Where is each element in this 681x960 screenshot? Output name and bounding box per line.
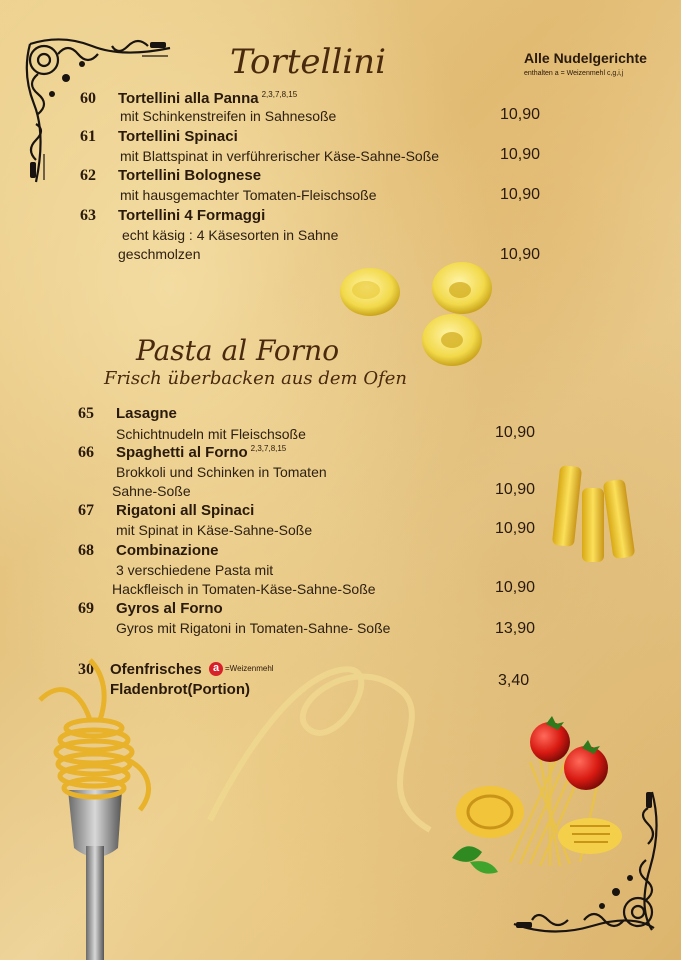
item-66-number: 66 — [78, 444, 94, 461]
item-68-desc-line1: 3 verschiedene Pasta mit — [116, 562, 274, 578]
item-66-desc-line2: Sahne-Soße — [112, 483, 191, 499]
item-60-name — [118, 90, 297, 107]
item-65-desc: Schichtnudeln mit Fleischsoße — [116, 426, 306, 442]
item-66-allergens: 2,3,7,8,15 — [250, 444, 287, 453]
item-61-number: 61 — [80, 128, 96, 145]
item-66-desc-line1: Brokkoli und Schinken in Tomaten — [116, 464, 327, 480]
item-65-number: 65 — [78, 405, 94, 422]
item-66-name — [116, 444, 286, 461]
item-62-price: 10,90 — [500, 186, 541, 203]
item-68-name: Combinazione — [116, 542, 219, 559]
item-30-number: 30 — [78, 661, 94, 678]
item-63-name: Tortellini 4 Formaggi — [118, 207, 266, 224]
item-60-allergens: 2,3,7,8,15 — [261, 90, 298, 99]
item-63-number: 63 — [80, 207, 96, 224]
item-69-number: 69 — [78, 600, 94, 617]
item-61-name: Tortellini Spinaci — [118, 128, 238, 145]
item-66-name-text: Spaghetti al Forno — [116, 444, 248, 461]
item-65-name: Lasagne — [116, 405, 177, 422]
item-61-price: 10,90 — [500, 146, 541, 163]
allergen-badge-label: =Weizenmehl — [225, 664, 274, 673]
item-61-desc: mit Blattspinat in verführerischer Käse-Sahne-Soße — [120, 148, 440, 164]
item-66-price: 10,90 — [495, 481, 536, 498]
item-63-price: 10,90 — [500, 246, 541, 263]
item-62-desc: mit hausgemachter Tomaten-Fleischsoße — [120, 187, 377, 203]
item-67-number: 67 — [78, 502, 94, 519]
notice-title: Alle Nudelgerichte — [524, 50, 647, 66]
item-68-desc-line2: Hackfleisch in Tomaten-Käse-Sahne-Soße — [112, 581, 376, 597]
item-30-name-line2: Fladenbrot(Portion) — [110, 681, 250, 698]
item-63-desc-line1: echt käsig : 4 Käsesorten in Sahne — [122, 227, 339, 243]
item-60-name-text: Tortellini alla Panna — [118, 90, 259, 107]
item-67-name: Rigatoni all Spinaci — [116, 502, 255, 519]
item-60-desc: mit Schinkenstreifen in Sahnesoße — [120, 108, 337, 124]
section-title-pasta-al-forno: Pasta al Forno — [136, 334, 340, 367]
item-30-price: 3,40 — [498, 672, 530, 689]
tomatoes-and-pasta-image — [450, 712, 640, 882]
item-30-name-line1: Ofenfrisches — [110, 661, 202, 678]
fork-with-spaghetti-image — [30, 670, 160, 960]
item-62-name: Tortellini Bolognese — [118, 167, 262, 184]
item-68-number: 68 — [78, 542, 94, 559]
spaghetti-strand-decoration — [200, 640, 450, 840]
item-69-price: 13,90 — [495, 620, 536, 637]
item-68-price: 10,90 — [495, 579, 536, 596]
item-63-desc-line2: geschmolzen — [118, 246, 201, 262]
item-65-price: 10,90 — [495, 424, 536, 441]
item-60-price: 10,90 — [500, 106, 541, 123]
item-60-number: 60 — [80, 90, 96, 107]
notice-subtitle: enthalten a = Weizenmehl c,g,i,j — [524, 70, 624, 77]
allergen-badge-a: a — [209, 662, 223, 676]
tortellini-image — [336, 256, 496, 372]
item-62-number: 62 — [80, 167, 96, 184]
section-subtitle-pasta-al-forno: Frisch überbacken aus dem Ofen — [104, 368, 407, 389]
item-69-desc: Gyros mit Rigatoni in Tomaten-Sahne- Soße — [116, 620, 391, 636]
item-67-desc: mit Spinat in Käse-Sahne-Soße — [116, 522, 313, 538]
item-69-name: Gyros al Forno — [116, 600, 223, 617]
rigatoni-image — [550, 460, 640, 566]
item-67-price: 10,90 — [495, 520, 536, 537]
section-title-tortellini: Tortellini — [230, 42, 386, 82]
